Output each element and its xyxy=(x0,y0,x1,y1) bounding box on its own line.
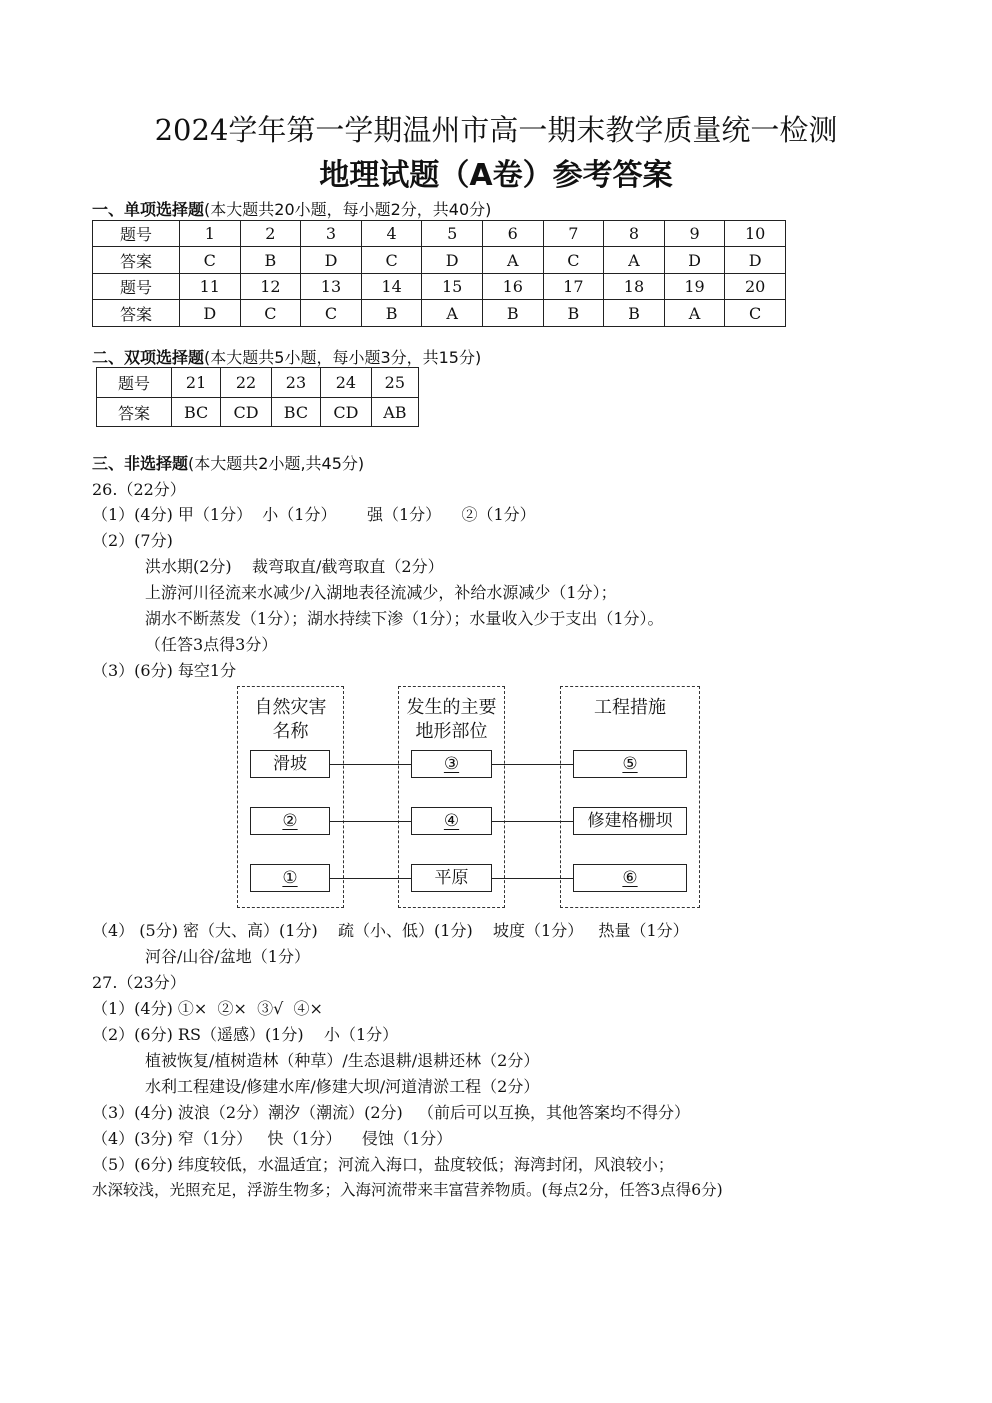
q27-part2-line1: 植被恢复/植树造林（种草）/生态退耕/退耕还林（2分） xyxy=(145,1051,540,1070)
q27-part2-line2: 水利工程建设/修建水库/修建大坝/河道清淤工程（2分） xyxy=(145,1077,540,1096)
double-choice-table xyxy=(96,367,419,427)
q27-part5: （5）(6分) 纬度较低，水温适宜；河流入海口，盐度较低；海湾封闭，风浪较小； xyxy=(92,1155,674,1174)
table-row xyxy=(97,368,419,398)
connector-line xyxy=(491,821,574,822)
section3-title: 三、非选择题 xyxy=(92,454,189,473)
connector-line xyxy=(329,764,412,765)
page-title: 2024学年第一学期温州市高一期末教学质量统一检测 xyxy=(154,113,838,147)
table-cell: D xyxy=(180,300,241,327)
table-cell: D xyxy=(301,247,362,274)
table-row xyxy=(93,247,786,274)
table-cell: 5 xyxy=(422,221,483,247)
table-cell: 14 xyxy=(361,274,422,300)
table-cell: A xyxy=(604,247,665,274)
table-cell: C xyxy=(361,247,422,274)
table-cell: A xyxy=(482,247,543,274)
table-cell: B xyxy=(240,247,301,274)
q27-head: 27.（23分） xyxy=(92,973,186,992)
table-cell: 2 xyxy=(240,221,301,247)
blank-label: ③ xyxy=(443,754,460,774)
table-cell: 23 xyxy=(271,368,320,398)
table-cell: 15 xyxy=(422,274,483,300)
q27-part5-line2: 水深较浅，光照充足，浮游生物多；入海河流带来丰富营养物质。(每点2分，任答3点得6分) xyxy=(92,1181,723,1199)
table-cell: 8 xyxy=(604,221,665,247)
blank-label: ⑤ xyxy=(622,754,638,774)
table-cell: C xyxy=(180,247,241,274)
table-cell: D xyxy=(422,247,483,274)
row-label: 答案 xyxy=(93,247,180,274)
table-cell: B xyxy=(543,300,604,327)
table-cell: B xyxy=(482,300,543,327)
table-row xyxy=(93,300,786,327)
box-measure-blank-6 xyxy=(573,864,687,892)
section1-heading xyxy=(92,197,491,220)
table-cell: 1 xyxy=(180,221,241,247)
q27-part4: （4）(3分) 窄（1分） 快（1分） 侵蚀（1分） xyxy=(92,1129,453,1148)
table-cell: 11 xyxy=(180,274,241,300)
table-cell: D xyxy=(664,247,725,274)
section2-note: (本大题共5小题，每小题3分，共15分) xyxy=(204,348,482,367)
box-landform-blank-3 xyxy=(411,750,492,778)
row-label: 题号 xyxy=(97,368,172,398)
section3-note: (本大题共2小题,共45分) xyxy=(188,454,365,473)
table-cell: 3 xyxy=(301,221,362,247)
table-cell: A xyxy=(422,300,483,327)
q26-part3: （3）(6分) 每空1分 xyxy=(92,661,237,680)
table-cell: B xyxy=(361,300,422,327)
table-cell: AB xyxy=(371,398,418,427)
q26-part2-line1: 洪水期(2分) 裁弯取直/截弯取直（2分） xyxy=(145,557,444,576)
blank-label: ⑥ xyxy=(622,868,638,888)
connector-line xyxy=(491,764,574,765)
box-landform-plain: 平原 xyxy=(411,864,492,892)
q26-head: 26.（22分） xyxy=(92,480,186,499)
q26-part4-line2: 河谷/山谷/盆地（1分） xyxy=(145,947,310,966)
header-line: 地形部位 xyxy=(415,721,488,742)
row-label: 答案 xyxy=(93,300,180,327)
box-disaster-blank-2 xyxy=(250,807,330,835)
q27-part1: （1）(4分) ①× ②× ③√ ④× xyxy=(92,999,323,1018)
q26-part2: （2）(7分) xyxy=(92,531,173,550)
table-cell: A xyxy=(664,300,725,327)
q26-part2-line2: 上游河川径流来水减少/入湖地表径流减少，补给水源减少（1分）； xyxy=(145,583,617,602)
single-choice-table xyxy=(92,220,786,327)
table-cell: 6 xyxy=(482,221,543,247)
connector-line xyxy=(329,821,412,822)
section2-title: 二、双项选择题 xyxy=(92,348,205,367)
blank-label: ① xyxy=(282,868,298,888)
row-label: 题号 xyxy=(93,274,180,300)
blank-label: ④ xyxy=(443,811,460,831)
table-cell: 16 xyxy=(482,274,543,300)
table-row xyxy=(97,398,419,427)
table-cell: 21 xyxy=(172,368,221,398)
blank-label: ② xyxy=(282,811,298,831)
column-header-measure xyxy=(560,696,700,720)
header-line: 自然灾害 xyxy=(254,697,327,718)
table-cell: 20 xyxy=(725,274,786,300)
q26-part1: （1）(4分) 甲（1分） 小（1分） 强（1分） ②（1分） xyxy=(92,505,536,524)
table-cell: 25 xyxy=(371,368,418,398)
table-cell: 12 xyxy=(240,274,301,300)
table-cell: C xyxy=(301,300,362,327)
q26-part4: （4） (5分) 密（大、高）(1分) 疏（小、低）(1分) 坡度（1分） 热量（1分） xyxy=(92,921,689,940)
page-subtitle: 地理试题（A卷）参考答案 xyxy=(319,158,673,193)
table-cell: 19 xyxy=(664,274,725,300)
box-disaster-blank-1 xyxy=(250,864,330,892)
box-disaster-landslide: 滑坡 xyxy=(250,750,330,778)
box-landform-blank-4 xyxy=(411,807,492,835)
q26-part2-line4: （任答3点得3分） xyxy=(145,635,278,654)
q27-part3: （3）(4分) 波浪（2分）潮汐（潮流）(2分) （前后可以互换，其他答案均不得分） xyxy=(92,1103,691,1122)
table-cell: B xyxy=(604,300,665,327)
table-cell: C xyxy=(543,247,604,274)
section2-heading xyxy=(92,345,481,368)
connector-line xyxy=(329,878,412,879)
section1-note: (本大题共20小题，每小题2分，共40分) xyxy=(204,200,492,219)
q26-part2-line3: 湖水不断蒸发（1分）；湖水持续下渗（1分）；水量收入少于支出（1分）。 xyxy=(145,609,664,628)
table-cell: D xyxy=(725,247,786,274)
table-cell: 9 xyxy=(664,221,725,247)
box-measure-blank-5 xyxy=(573,750,687,778)
table-cell: BC xyxy=(271,398,320,427)
connector-line xyxy=(491,878,574,879)
q27-part2: （2）(6分) RS（遥感）(1分) 小（1分） xyxy=(92,1025,399,1044)
table-cell: 7 xyxy=(543,221,604,247)
table-cell: BC xyxy=(172,398,221,427)
row-label: 答案 xyxy=(97,398,172,427)
section1-title: 一、单项选择题 xyxy=(92,200,205,219)
column-header-landform xyxy=(398,696,505,744)
box-measure-grid-dam: 修建格栅坝 xyxy=(573,807,687,835)
section3-heading xyxy=(92,451,364,474)
table-cell: 4 xyxy=(361,221,422,247)
column-header-disaster xyxy=(237,696,344,744)
table-row xyxy=(93,274,786,300)
table-cell: 24 xyxy=(321,368,372,398)
table-cell: 18 xyxy=(604,274,665,300)
row-label: 题号 xyxy=(93,221,180,247)
table-cell: CD xyxy=(221,398,272,427)
table-cell: 10 xyxy=(725,221,786,247)
header-line: 工程措施 xyxy=(594,697,666,718)
table-row xyxy=(93,221,786,247)
table-cell: 17 xyxy=(543,274,604,300)
table-cell: 13 xyxy=(301,274,362,300)
table-cell: CD xyxy=(321,398,372,427)
header-line: 发生的主要 xyxy=(406,697,497,718)
header-line: 名称 xyxy=(272,721,309,742)
table-cell: 22 xyxy=(221,368,272,398)
table-cell: C xyxy=(240,300,301,327)
table-cell: C xyxy=(725,300,786,327)
